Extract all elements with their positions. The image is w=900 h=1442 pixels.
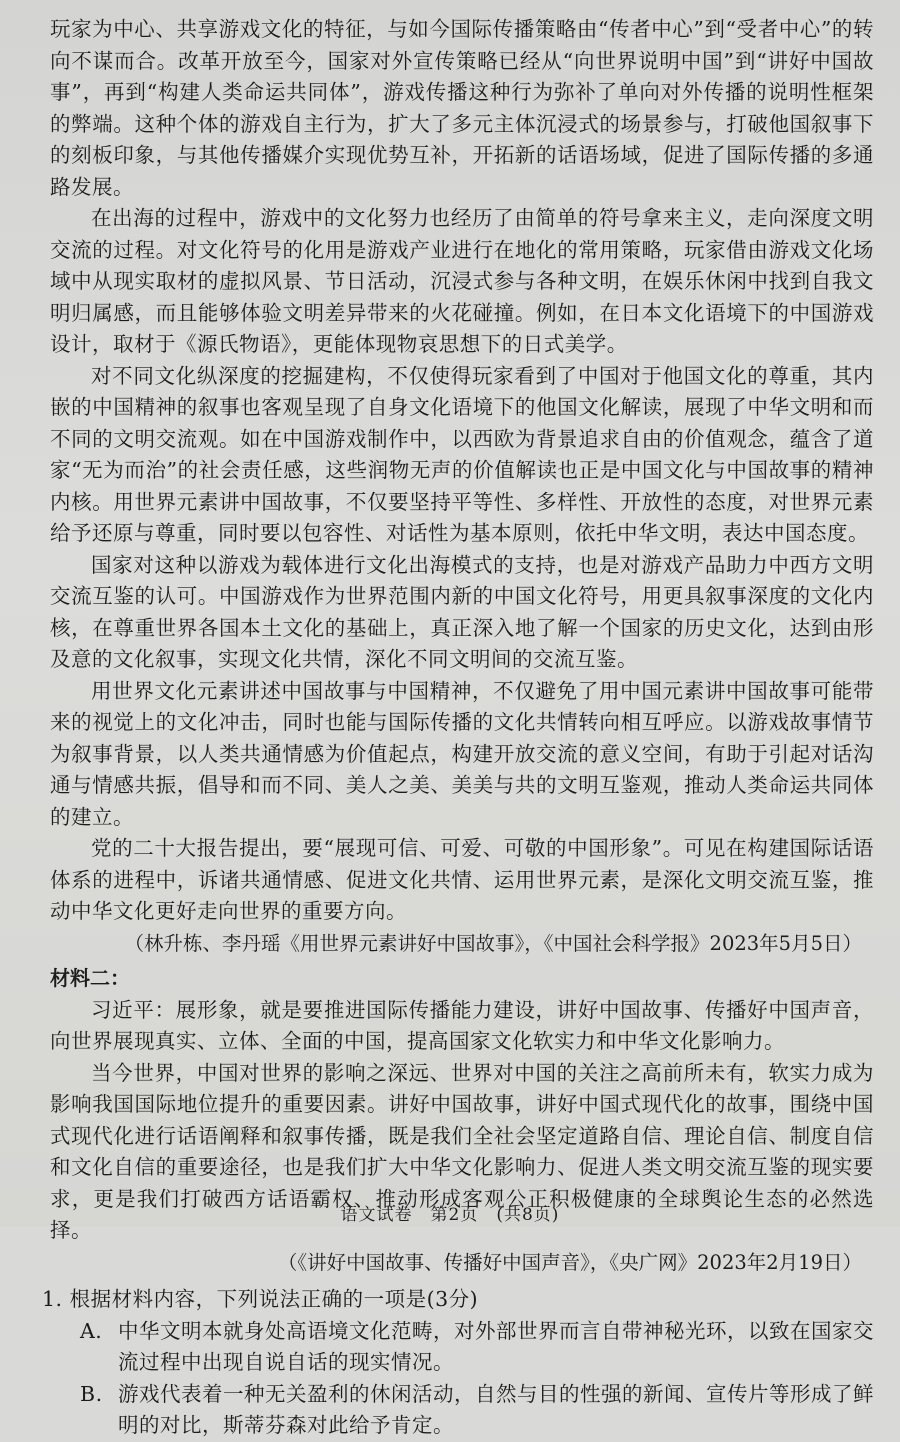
option-text: 游戏代表着一种无关盈利的休闲活动，自然与目的性强的新闻、宣传片等形成了鲜明的对比，斯蒂芬森对此给予肯定。	[118, 1381, 874, 1437]
option-text: 中华文明本就身处高语境文化范畴，对外部世界而言自带神秘光环，以致在国家交流过程中出现自说自话的现实情况。	[118, 1318, 874, 1374]
material-2-heading: 材料二：	[50, 966, 130, 990]
paragraph: 在出海的过程中，游戏中的文化努力也经历了由简单的符号拿来主义，走向深度文明交流的过程。对文化符号的化用是游戏产业进行在地化的常用策略，玩家借由游戏文化场域中从现实取材的虚拟风景、节日活动，沉浸式参与各种文明，在娱乐休闲中找到自我文明归属感，而且能够体验文明差异带来的火花碰撞。例如，在日本文化语境下的中国游戏设计，取材于《源氏物语》，更能体现物哀思想下的日式美学。	[50, 206, 874, 356]
paragraph: 国家对这种以游戏为载体进行文化出海模式的支持，也是对游戏产品助力中西方文明交流互鉴的认可。中国游戏作为世界范围内新的中国文化符号，用更具叙事深度的文化内核，在尊重世界各国本土文化的基础上，真正深入地了解一个国家的历史文化，达到由形及意的文化叙事，实现文化共情，深化不同文明间的交流互鉴。	[50, 552, 874, 671]
option-a	[80, 1316, 874, 1379]
paragraph: 对不同文化纵深度的挖掘建构，不仅使得玩家看到了中国对于他国文化的尊重，其内嵌的中国精神的叙事也客观呈现了自身文化语境下的他国文化解读，展现了中华文明和而不同的文明交流观。如在中国游戏制作中，以西欧为背景追求自由的价值观念，蕴含了道家“无为而治”的社会责任感，这些润物无声的价值解读也正是中国文化与中国故事的精神内核。用世界元素讲中国故事，不仅要坚持平等性、多样性、开放性的态度，对世界元素给予还原与尊重，同时要以包容性、对话性为基本原则，依托中华文明，表达中国态度。	[50, 363, 874, 545]
paragraph: 党的二十大报告提出，要“展现可信、可爱、可敬的中国形象”。可见在构建国际话语体系的进程中，诉诸共通情感、促进文化共情、运用世界元素，是深化文明交流互鉴，推动中华文化更好走向世界的重要方向。	[50, 836, 874, 923]
paragraph: 用世界文化元素讲述中国故事与中国精神，不仅避免了用中国元素讲中国故事可能带来的视觉上的文化冲击，同时也能与国际传播的文化共情转向相互呼应。以游戏故事情节为叙事背景，以人类共通情感为价值起点，构建开放交流的意义空间，有助于引起对话沟通与情感共振，倡导和而不同、美人之美、美美与共的文明互鉴观，推动人类命运共同体的建立。	[50, 678, 874, 829]
question-1: 1. 根据材料内容，下列说法正确的一项是(3分)	[42, 1287, 479, 1311]
citation-material-2: （《讲好中国故事、传播好中国声音》，《央广网》2023年2月19日）	[277, 1250, 862, 1274]
paragraph: 当今世界，中国对世界的影响之深远、世界对中国的关注之高前所未有，软实力成为影响我国国际地位提升的重要因素。讲好中国故事，讲好中国式现代化的故事，围绕中国式现代化进行话语阐释和叙事传播，既是我们全社会坚定道路自信、理论自信、制度自信和文化自信的重要途径，也是我们扩大中华文化影响力、促进人类文明交流互鉴的现实要求，更是我们打破西方话语霸权、推动形成客观公正积极健康的全球舆论生态的必然选择。	[50, 1060, 874, 1242]
paragraph-continued: 玩家为中心、共享游戏文化的特征，与如今国际传播策略由“传者中心”到“受者中心”的转向不谋而合。改革开放至今，国家对外宣传策略已经从“向世界说明中国”到“讲好中国故事”，再到“构建人类命运共同体”，游戏传播这种行为弥补了单向对外传播的说明性框架的弊端。这种个体的游戏自主行为，扩大了多元主体沉浸式的场景参与，打破他国叙事下的刻板印象，与其他传播媒介实现优势互补，开拓新的话语场域，促进了国际传播的多通路发展。	[50, 17, 874, 199]
citation-material-1: （林升栋、李丹瑶《用世界元素讲好中国故事》，《中国社会科学报》2023年5月5日）	[124, 931, 862, 955]
option-b	[80, 1379, 874, 1442]
paragraph: 习近平：展形象，就是要推进国际传播能力建设，讲好中国故事、传播好中国声音，向世界展现真实、立体、全面的中国，提高国家文化软实力和中华文化影响力。	[50, 997, 874, 1053]
page-footer: 语文试卷 第2页 (共8页)	[340, 1205, 560, 1225]
option-letter: A.	[80, 1318, 103, 1343]
option-letter: B.	[80, 1381, 103, 1406]
